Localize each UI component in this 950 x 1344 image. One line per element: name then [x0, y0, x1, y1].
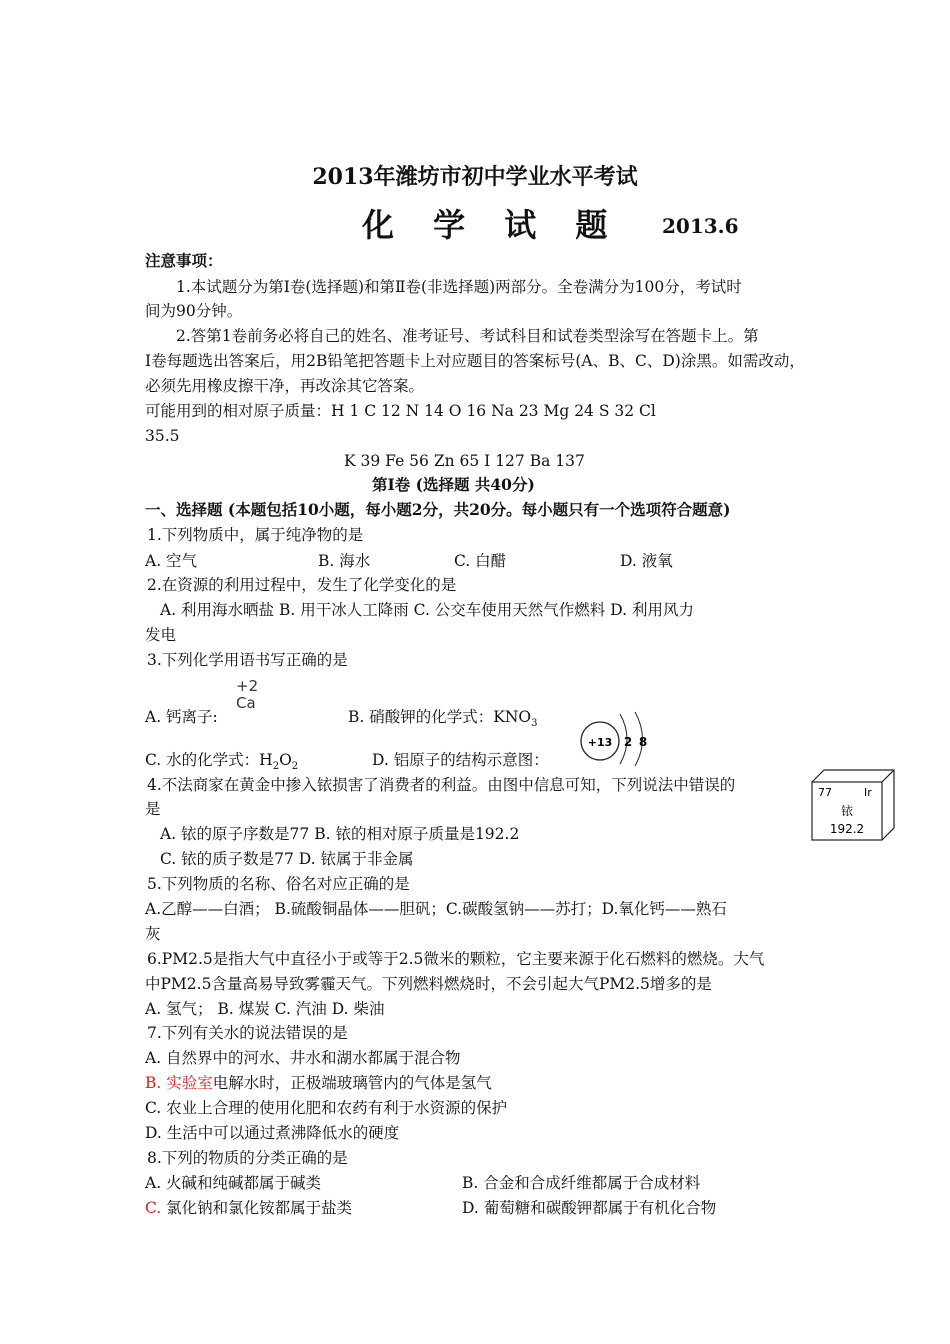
notes-item1-line1: 1.本试题分为第Ⅰ卷(选择题)和第Ⅱ卷(非选择题)两部分。全卷满分为100分，考试时: [176, 278, 742, 296]
q8-option-c-text: 氯化钠和氯化铵都属于盐类: [161, 1199, 353, 1217]
q4-stem-line2: 是: [145, 800, 161, 818]
atomic-masses-line3: K 39 Fe 56 Zn 65 I 127 Ba 137: [344, 452, 585, 470]
q8-option-a: A. 火碱和纯碱都属于碱类: [145, 1174, 322, 1192]
q3-option-d: D. 铝原子的结构示意图：: [372, 751, 549, 769]
q8-option-c: [145, 1198, 352, 1218]
atomic-number: 77: [818, 786, 832, 799]
q8-option-d: D. 葡萄糖和碳酸钾都属于有机化合物: [462, 1199, 717, 1217]
q3-stem: 3.下列化学用语书写正确的是: [147, 651, 348, 669]
shell-1-electrons: 2: [623, 735, 633, 749]
q1-option-c: C. 白醋: [454, 552, 507, 570]
q3-option-b-subscript: 3: [531, 718, 538, 730]
q3-option-b-text: B. 硝酸钾的化学式：KNO: [348, 708, 532, 726]
aluminum-atom-diagram: [576, 708, 656, 766]
element-name: 铱: [840, 804, 854, 818]
charge-label: +2: [236, 677, 259, 695]
nucleus-label: +13: [587, 736, 613, 749]
q8-option-c-highlight: C.: [145, 1199, 162, 1217]
q3-option-c-oxygen: O: [279, 751, 292, 769]
notes-item2-line3: 必须先用橡皮擦干净，再改涂其它答案。: [145, 377, 425, 395]
element-symbol: Ca: [236, 694, 256, 712]
q7-option-c: C. 农业上合理的使用化肥和农药有利于水资源的保护: [145, 1099, 508, 1117]
part-heading: 一、选择题 (本题包括10小题，每小题2分，共20分。每小题只有一个选项符合题意): [145, 500, 731, 519]
atomic-mass: 192.2: [829, 822, 865, 836]
q5-options-continued: 灰: [145, 925, 161, 943]
q8-stem: 8.下列的物质的分类正确的是: [147, 1149, 348, 1167]
notes-item2-line1: 2.答第1卷前务必将自己的姓名、准考证号、考试科目和试卷类型涂写在答题卡上。第: [176, 327, 759, 345]
q7-stem: 7.下列有关水的说法错误的是: [147, 1024, 348, 1042]
notes-item1-line2: 间为90分钟。: [145, 302, 243, 320]
q3-option-a: A. 钙离子:: [145, 708, 218, 726]
exam-date: 2013.6: [662, 214, 739, 238]
q3-option-c-sub1: 2: [272, 761, 280, 773]
q5-stem: 5.下列物质的名称、俗名对应正确的是: [147, 875, 410, 893]
atomic-masses-line1: 可能用到的相对原子质量：H 1 C 12 N 14 O 16 Na 23 Mg 24 S 32 Cl: [145, 402, 656, 420]
q6-options: A. 氢气； B. 煤炭 C. 汽油 D. 柴油: [145, 1000, 385, 1018]
notes-heading: 注意事项：: [145, 251, 223, 270]
q4-options-cd: C. 铱的质子数是77 D. 铱属于非金属: [160, 850, 414, 868]
q1-stem: 1.下列物质中，属于纯净物的是: [147, 526, 364, 544]
q2-options-continued: 发电: [145, 626, 177, 644]
q1-option-b: B. 海水: [318, 552, 371, 570]
q6-stem-line2: 中PM2.5含量高易导致雾霾天气。下列燃料燃烧时，不会引起大气PM2.5增多的是: [145, 975, 712, 993]
q3-option-b: [348, 707, 537, 734]
calcium-ion-symbol: [236, 678, 258, 712]
q5-options: A.乙醇——白酒； B.硫酸铜晶体——胆矾；C.碳酸氢钠——苏打；D.氧化钙——熟石: [145, 900, 727, 918]
subject-title: 化 学 试 题: [362, 206, 622, 244]
box-edge: [882, 770, 894, 782]
q3-option-c-text: C. 水的化学式：H: [145, 751, 273, 769]
section-title: 第Ⅰ卷 (选择题 共40分): [372, 475, 535, 494]
q7-option-d: D. 生活中可以通过煮沸降低水的硬度: [145, 1124, 400, 1142]
exam-title: 2013年潍坊市初中学业水平考试: [312, 164, 638, 190]
q6-stem-line1: 6.PM2.5是指大气中直径小于或等于2.5微米的颗粒，它主要来源于化石燃料的燃烧。大气: [147, 950, 765, 968]
q4-options-ab: A. 铱的原子序数是77 B. 铱的相对原子质量是192.2: [160, 825, 520, 843]
q2-stem: 2.在资源的利用过程中，发生了化学变化的是: [147, 576, 457, 594]
q7-option-b-highlight: B. 实验室: [145, 1074, 213, 1092]
q7-option-b-text: 电解水时，正极端玻璃管内的气体是氢气: [212, 1074, 492, 1092]
q2-options: A. 利用海水晒盐 B. 用干冰人工降雨 C. 公交车使用天然气作燃料 D. 利用风力: [160, 601, 694, 619]
notes-item2-line2: Ⅰ卷每题选出答案后，用2B铅笔把答题卡上对应题目的答案标号(A、B、C、D)涂黑。如需改动，: [145, 352, 805, 370]
q3-option-c-sub2: 2: [291, 761, 299, 773]
atomic-masses-line2: 35.5: [145, 427, 180, 445]
iridium-element-box: [808, 768, 898, 844]
q1-option-a: A. 空气: [145, 552, 198, 570]
q8-option-b: B. 合金和合成纤维都属于合成材料: [462, 1174, 701, 1192]
element-symbol-ir: Ir: [864, 786, 872, 799]
q1-option-d: D. 液氧: [620, 552, 673, 570]
q4-stem-line1: 4.不法商家在黄金中掺入铱损害了消费者的利益。由图中信息可知，下列说法中错误的: [147, 776, 736, 794]
q7-option-b: [145, 1073, 492, 1093]
q7-option-a: A. 自然界中的河水、井水和湖水都属于混合物: [145, 1049, 461, 1067]
q3-option-c: [145, 750, 298, 777]
shell-2-electrons: 8: [638, 735, 648, 749]
